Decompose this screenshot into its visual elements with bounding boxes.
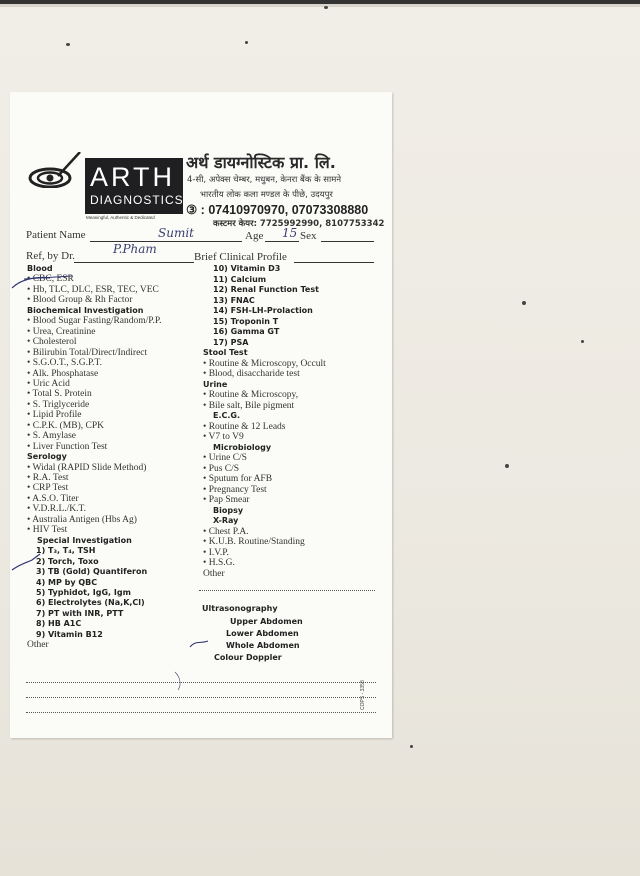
speck bbox=[505, 464, 509, 468]
test-label: S. Triglyceride bbox=[32, 399, 90, 410]
clinical-profile-label: Brief Clinical Profile bbox=[194, 251, 287, 263]
test-label: R.A. Test bbox=[32, 473, 69, 483]
hindi-address-line-1: 4-सी, अपेक्स चेम्बर, मधुबन, केनरा बैंक के सामने bbox=[187, 175, 342, 185]
test-label: Urine C/S bbox=[208, 453, 247, 463]
sex-label: Sex bbox=[300, 230, 317, 242]
bullet-icon: • bbox=[27, 462, 33, 473]
bullet-icon: • bbox=[27, 493, 33, 504]
phone-numbers: ③ : 07410970970, 07073308880 bbox=[186, 203, 369, 217]
right-test-16-gamma-gt[interactable]: 16) Gamma GT bbox=[213, 327, 280, 336]
hindi-address-line-2: भारतीय लोक कला मण्डल के पीछे, उदयपुर bbox=[200, 190, 333, 200]
bullet-icon: • bbox=[203, 537, 209, 547]
right-test-13-fnac[interactable]: 13) FNAC bbox=[213, 295, 255, 305]
bullet-icon: • bbox=[203, 474, 209, 484]
right-test-11-calcium[interactable]: 11) Calcium bbox=[213, 274, 267, 284]
bullet-icon: • bbox=[27, 295, 33, 306]
logo-main-text: ARTH bbox=[90, 162, 176, 192]
speck bbox=[581, 340, 584, 343]
patient-name-value: Sumit bbox=[158, 226, 194, 240]
ref-doctor-value: P.Pham bbox=[113, 242, 157, 256]
right-heading-other: Other bbox=[203, 568, 225, 579]
bullet-icon: • bbox=[27, 358, 33, 369]
ultrasound-lower-abdomen[interactable]: Lower Abdomen bbox=[226, 629, 299, 638]
customer-care: कस्टमर केयर: 7725992990, 8107753342 bbox=[213, 219, 385, 229]
bullet-icon: • bbox=[27, 368, 33, 379]
right-test-14-fsh-lh-prolaction[interactable]: 14) FSH-LH-Prolaction bbox=[213, 306, 313, 315]
left-test-8-hb-a1c[interactable]: 8) HB A1C bbox=[36, 619, 82, 629]
bullet-icon: • bbox=[203, 495, 209, 505]
bullet-icon: • bbox=[27, 389, 33, 400]
bullet-icon: • bbox=[27, 347, 33, 358]
age-label: Age bbox=[245, 230, 264, 242]
test-label: Lipid Profile bbox=[32, 410, 82, 421]
test-label: Routine & Microscopy, Occult bbox=[208, 358, 326, 369]
copy-number: COPS - 3358 bbox=[360, 680, 366, 710]
bullet-icon: • bbox=[27, 504, 33, 515]
bullet-icon: • bbox=[27, 378, 33, 389]
right-heading-x-ray: X-Ray bbox=[213, 516, 239, 525]
test-label: Hb, TLC, DLC, ESR, TEC, VEC bbox=[32, 284, 159, 295]
test-label: Routine & 12 Leads bbox=[208, 421, 286, 432]
bullet-icon: • bbox=[27, 284, 33, 295]
test-label: Blood Group & Rh Factor bbox=[32, 295, 133, 306]
right-test-17-psa[interactable]: 17) PSA bbox=[213, 337, 249, 347]
bullet-icon: • bbox=[27, 274, 33, 285]
bullet-icon: • bbox=[27, 337, 33, 348]
bullet-icon: • bbox=[27, 473, 33, 483]
test-label: Pus C/S bbox=[208, 463, 240, 474]
pen-tick-marks-icon bbox=[10, 92, 392, 738]
speck bbox=[522, 301, 526, 305]
test-label: S.G.O.T., S.G.P.T. bbox=[32, 358, 103, 369]
test-label: Pregnancy Test bbox=[208, 484, 267, 495]
bullet-icon: • bbox=[27, 326, 33, 337]
bullet-icon: • bbox=[203, 484, 209, 495]
test-label: C.P.K. (MB), CPK bbox=[32, 420, 104, 431]
left-test-1-t-t-tsh[interactable]: 1) T₃, T₄, TSH bbox=[36, 546, 96, 556]
bullet-icon: • bbox=[27, 514, 33, 525]
ultrasound-title: Ultrasonography bbox=[202, 604, 278, 613]
bullet-icon: • bbox=[203, 463, 209, 474]
bullet-icon: • bbox=[203, 526, 209, 537]
bullet-icon: • bbox=[203, 369, 209, 379]
test-label: A.S.O. Titer bbox=[32, 493, 79, 504]
test-label: I.V.P. bbox=[208, 547, 229, 558]
speck bbox=[410, 745, 413, 748]
test-label: Bile salt, Bile pigment bbox=[208, 400, 295, 411]
bullet-icon: • bbox=[203, 547, 209, 558]
test-label: HIV Test bbox=[32, 525, 68, 536]
test-label: K.U.B. Routine/Standing bbox=[208, 537, 305, 547]
test-label: Bilirubin Total/Direct/Indirect bbox=[32, 347, 148, 358]
right-test-15-troponin-t[interactable]: 15) Troponin T bbox=[213, 316, 279, 326]
test-label: Pap Smear bbox=[208, 495, 250, 505]
bullet-icon: • bbox=[27, 431, 33, 442]
bullet-icon: • bbox=[27, 420, 33, 431]
ultrasound-upper-abdomen[interactable]: Upper Abdomen bbox=[230, 617, 303, 626]
left-test-5-typhidot-igg-igm[interactable]: 5) Typhidot, IgG, Igm bbox=[36, 587, 131, 597]
bullet-icon: • bbox=[203, 558, 209, 568]
bullet-icon: • bbox=[27, 316, 33, 327]
test-label: Cholesterol bbox=[32, 337, 77, 348]
test-label: Blood Sugar Fasting/Random/P.P. bbox=[32, 316, 162, 327]
test-label: H.S.G. bbox=[208, 558, 235, 568]
right-heading-stool-test: Stool Test bbox=[203, 348, 248, 357]
hindi-company-name: अर्थ डायग्नोस्टिक प्रा. लि. bbox=[186, 153, 336, 172]
logo-tagline: Meaningful, Authentic & Dedicated bbox=[86, 215, 155, 220]
left-test-6-electrolytes-na-k-cl[interactable]: 6) Electrolytes (Na,K,Cl) bbox=[36, 598, 145, 608]
top-edge-shadow bbox=[0, 4, 640, 7]
bullet-icon: • bbox=[203, 432, 209, 442]
test-label: Routine & Microscopy, bbox=[208, 390, 299, 400]
ref-doctor-label: Ref, by Dr. bbox=[26, 250, 75, 262]
test-label: Sputum for AFB bbox=[208, 474, 273, 484]
test-label: Uric Acid bbox=[32, 378, 70, 389]
right-test-10-vitamin-d3[interactable]: 10) Vitamin D3 bbox=[213, 264, 281, 273]
test-label: CRP Test bbox=[32, 483, 69, 494]
test-label: Blood, disaccharide test bbox=[208, 369, 300, 379]
bullet-icon: • bbox=[203, 358, 209, 369]
test-label: Chest P.A. bbox=[208, 526, 249, 537]
bullet-icon: • bbox=[27, 410, 33, 421]
left-heading-blood: Blood bbox=[27, 264, 53, 273]
speck bbox=[324, 6, 328, 9]
right-heading-microbiology: Microbiology bbox=[213, 442, 272, 452]
test-label: S. Amylase bbox=[32, 431, 76, 442]
right-heading-biopsy: Biopsy bbox=[213, 505, 244, 515]
test-label: Urea, Creatinine bbox=[32, 326, 96, 337]
left-test-9-vitamin-b12[interactable]: 9) Vitamin B12 bbox=[36, 629, 103, 639]
test-label: V.D.R.L./K.T. bbox=[32, 504, 87, 515]
right-heading-urine: Urine bbox=[203, 379, 228, 389]
left-test-4-mp-by-qbc[interactable]: 4) MP by QBC bbox=[36, 577, 98, 587]
test-label: Australia Antigen (Hbs Ag) bbox=[32, 514, 137, 525]
test-label: V7 to V9 bbox=[208, 432, 244, 442]
test-label: Total S. Protein bbox=[32, 389, 92, 400]
ultrasound-whole-abdomen[interactable]: Whole Abdomen bbox=[226, 641, 300, 650]
bullet-icon: • bbox=[203, 390, 209, 400]
left-heading-other: Other bbox=[27, 640, 49, 651]
speck bbox=[245, 41, 248, 44]
bullet-icon: • bbox=[27, 525, 33, 536]
left-test-3-tb-gold-quantiferon[interactable]: 3) TB (Gold) Quantiferon bbox=[36, 567, 148, 577]
test-label: Liver Function Test bbox=[32, 441, 108, 452]
test-label: Alk. Phosphatase bbox=[32, 368, 99, 379]
age-value: 15 bbox=[282, 226, 298, 240]
left-test-2-torch-toxo[interactable]: 2) Torch, Toxo bbox=[36, 556, 99, 566]
right-test-12-renal-function-test[interactable]: 12) Renal Function Test bbox=[213, 285, 319, 294]
test-label: Widal (RAPID Slide Method) bbox=[32, 462, 147, 473]
bullet-icon: • bbox=[27, 399, 33, 410]
left-heading-biochemical-investigation: Biochemical Investigation bbox=[27, 305, 144, 315]
left-heading-serology: Serology bbox=[27, 452, 67, 462]
logo-sub-text: DIAGNOSTICS bbox=[90, 193, 184, 207]
bullet-icon: • bbox=[203, 400, 209, 411]
bullet-icon: • bbox=[203, 421, 209, 432]
right-heading-e-c-g: E.C.G. bbox=[213, 411, 241, 420]
bullet-icon: • bbox=[27, 483, 33, 494]
left-heading-special-investigation: Special Investigation bbox=[37, 535, 132, 545]
bullet-icon: • bbox=[27, 441, 33, 452]
test-request-form bbox=[10, 92, 392, 738]
patient-name-label: Patient Name bbox=[26, 229, 86, 241]
speck bbox=[66, 43, 70, 46]
test-label: CBC, ESR bbox=[32, 274, 74, 285]
left-test-7-pt-with-inr-ptt[interactable]: 7) PT with INR, PTT bbox=[36, 608, 124, 618]
bullet-icon: • bbox=[203, 453, 209, 463]
ultrasound-colour-doppler[interactable]: Colour Doppler bbox=[214, 653, 282, 662]
